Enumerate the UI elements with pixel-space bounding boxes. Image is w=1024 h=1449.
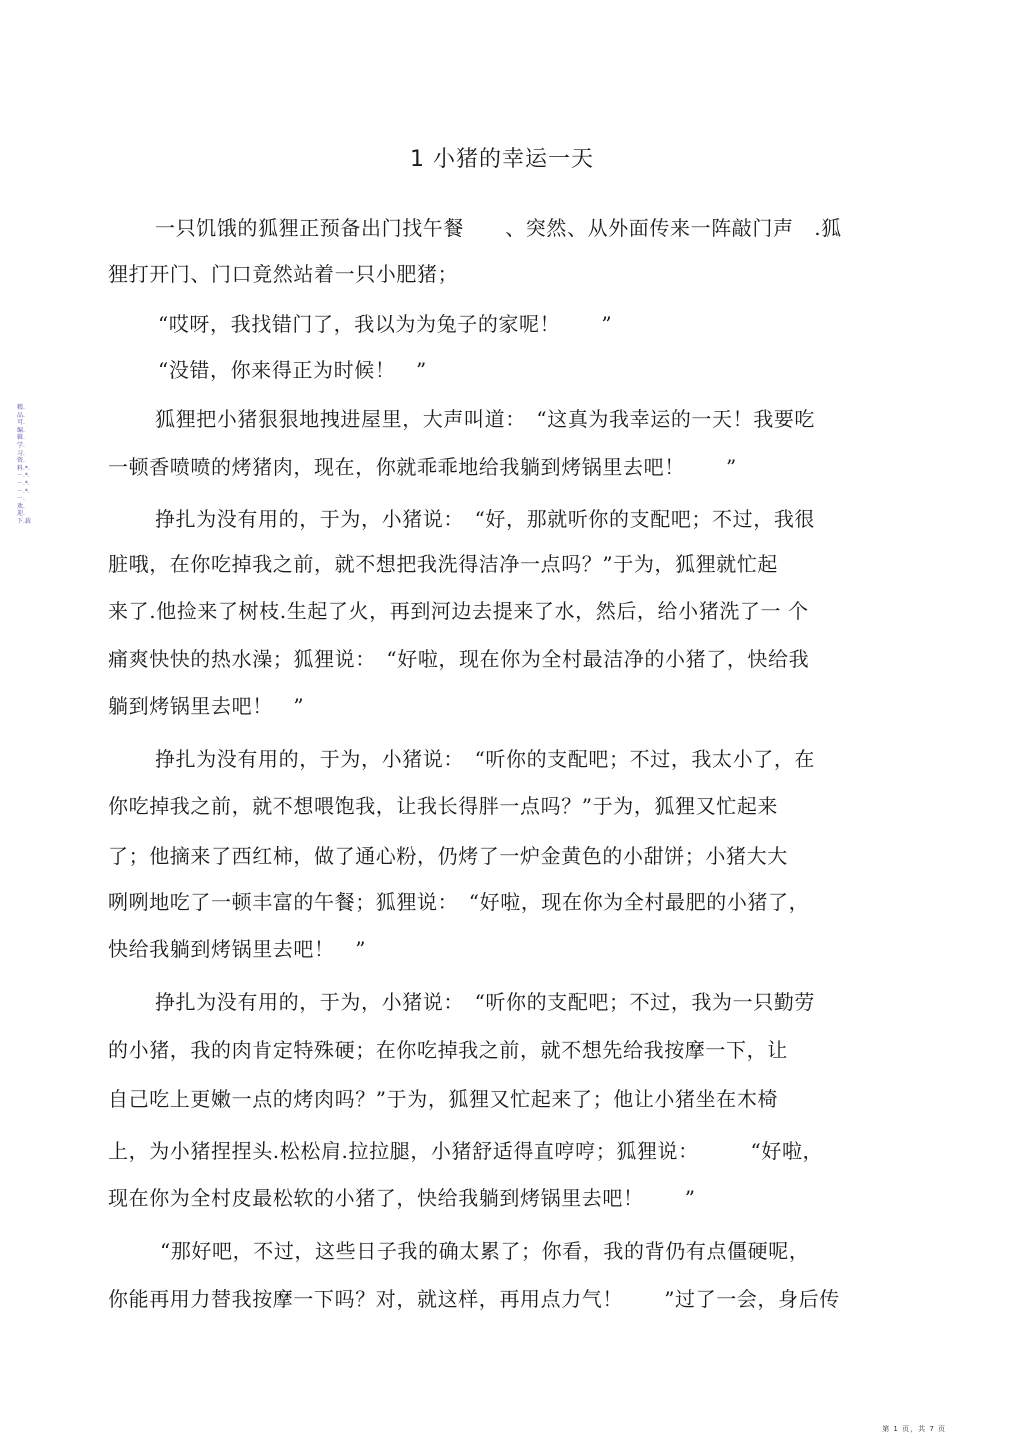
body-line-2: 狸打开门、门口竟然站着一只小肥猪； bbox=[108, 262, 459, 286]
page-number: 第 1 页，共 7 页 bbox=[882, 1425, 946, 1433]
body-line-13: 你吃掉我之前，就不想喂饱我，让我长得胖一点吗？”于为，狐狸又忙起来 bbox=[108, 794, 779, 818]
page-title: 1 小猪的幸运一天 bbox=[410, 147, 594, 172]
body-line-23: 你能再用力替我按摩一下吗？对，就这样，再用点力气！ ”过了一会，身后传 bbox=[108, 1287, 840, 1311]
body-line-10: 痛爽快快的热水澡；狐狸说： “好啦，现在你为全村最洁净的小猪了，快给我 bbox=[108, 647, 810, 671]
body-line-4: “没错，你来得正为时候！ ” bbox=[158, 358, 427, 382]
body-line-21: 现在你为全村皮最松软的小猪了，快给我躺到烤锅里去吧！ ” bbox=[108, 1186, 696, 1210]
body-line-19: 自己吃上更嫩一点的烤肉吗？”于为，狐狸又忙起来了；他让小猪坐在木椅 bbox=[108, 1087, 779, 1111]
body-line-16: 快给我躺到烤锅里去吧！ ” bbox=[108, 937, 367, 961]
body-line-12: 挣扎为没有用的，于为，小猪说： “听你的支配吧；不过，我太小了，在 bbox=[155, 747, 816, 771]
body-line-7: 挣扎为没有用的，于为，小猪说： “好，那就听你的支配吧；不过，我很 bbox=[155, 507, 816, 531]
body-line-8: 脏哦，在你吃掉我之前，就不想把我洗得洁净一点吗？”于为，狐狸就忙起 bbox=[108, 552, 779, 576]
sidebar-watermark-note: 精.品.可.编.辑.学.习.资.料.*.－.*.－.*.－.*.－.欢.迎.下.载 bbox=[17, 404, 31, 525]
body-line-5: 狐狸把小猪狠狠地拽进屋里，大声叫道： “这真为我幸运的一天！我要吃 bbox=[155, 407, 816, 431]
body-line-14: 了；他摘来了西红柿，做了通心粉，仍烤了一炉金黄色的小甜饼；小猪大大 bbox=[108, 844, 788, 868]
body-line-20: 上，为小猪捏捏头.松松肩.拉拉腿，小猪舒适得直哼哼；狐狸说： “好啦， bbox=[108, 1139, 824, 1163]
body-line-18: 的小猪，我的肉肯定特殊硬；在你吃掉我之前，就不想先给我按摩一下，让 bbox=[108, 1038, 788, 1062]
body-line-15: 咧咧地吃了一顿丰富的午餐；狐狸说： “好啦，现在你为全村最肥的小猪了， bbox=[108, 890, 810, 914]
body-line-22: “那好吧，不过，这些日子我的确太累了；你看，我的背仍有点僵硬呢， bbox=[160, 1239, 810, 1263]
body-line-17: 挣扎为没有用的，于为，小猪说： “听你的支配吧；不过，我为一只勤劳 bbox=[155, 990, 816, 1014]
body-line-11: 躺到烤锅里去吧！ ” bbox=[108, 694, 305, 718]
body-line-9: 来了.他捡来了树枝.生起了火，再到河边去提来了水，然后，给小猪洗了一 个 bbox=[108, 599, 809, 623]
body-line-1: 一只饥饿的狐狸正预备出门找午餐 、突然、从外面传来一阵敲门声 .狐 bbox=[155, 216, 842, 240]
body-line-6: 一顿香喷喷的烤猪肉，现在，你就乖乖地给我躺到烤锅里去吧！ ” bbox=[108, 455, 737, 479]
body-line-3: “哎呀，我找错门了，我以为为兔子的家呢！ ” bbox=[158, 312, 613, 336]
